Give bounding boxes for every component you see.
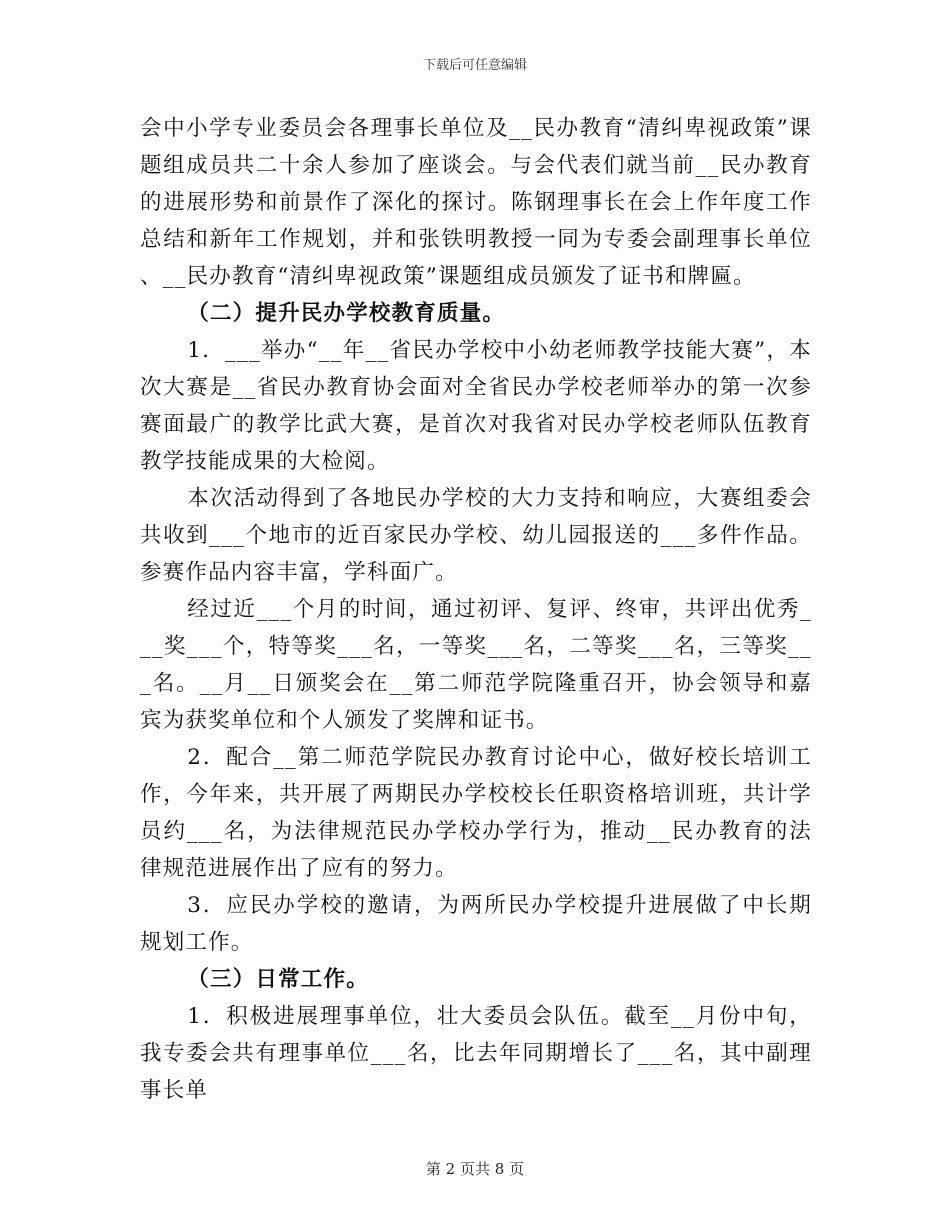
paragraph-principal-training: 2．配合__第二师范学院民办教育讨论中心，做好校长培训工作，今年来，共开展了两期民办学校校长任职资格培训班，共计学员约___名，为法律规范民办学校办学行为，推动__民办教育的法律规范进展作出了应有的努力。 bbox=[140, 745, 812, 881]
document-body bbox=[140, 110, 812, 1109]
paragraph-member-units: 1．积极进展理事单位，壮大委员会队伍。截至__月份中旬，我专委会共有理事单位___名，比去年同期增长了___名，其中副理事长单 bbox=[140, 1004, 812, 1103]
paragraph-teaching-contest: 1．___举办“__年__省民办学校中小幼老师教学技能大赛”，本次大赛是__省民办教育协会面对全省民办学校老师举办的第一次参赛面最广的教学比武大赛，是首次对我省对民办学校老师队伍教育教学技能成果的大检阅。 bbox=[140, 338, 812, 474]
paragraph-contest-awards: 经过近___个月的时间，通过初评、复评、终审，共评出优秀___奖___个，特等奖___名，一等奖___名，二等奖___名，三等奖___名。__月__日颁奖会在__第二师范学院隆重召开，协会领导和嘉宾为获奖单位和个人颁发了奖牌和证书。 bbox=[140, 597, 812, 733]
section-heading-quality: （二）提升民办学校教育质量。 bbox=[187, 301, 506, 326]
page-header: 下载后可任意编辑 bbox=[422, 58, 527, 73]
page-number: 第 2 页共 8 页 bbox=[425, 1160, 525, 1178]
paragraph-school-planning: 3．应民办学校的邀请，为两所民办学校提升进展做了中长期规划工作。 bbox=[140, 893, 812, 955]
paragraph-contest-support: 本次活动得到了各地民办学校的大力支持和响应，大赛组委会共收到___个地市的近百家民办学校、幼儿园报送的___多件作品。参赛作品内容丰富，学科面广。 bbox=[140, 486, 812, 585]
section-heading-daily-work: （三）日常工作。 bbox=[187, 967, 369, 992]
paragraph-continuation: 会中小学专业委员会各理事长单位及__民办教育“清纠卑视政策”课题组成员共二十余人参加了座谈会。与会代表们就当前__民办教育的进展形势和前景作了深化的探讨。陈钢理事长在会上作年度工作总结和新年工作规划，并和张铁明教授一同为专委会副理事长单位、__民办教育“清纠卑视政策”课题组成员颁发了证书和牌匾。 bbox=[140, 116, 812, 289]
